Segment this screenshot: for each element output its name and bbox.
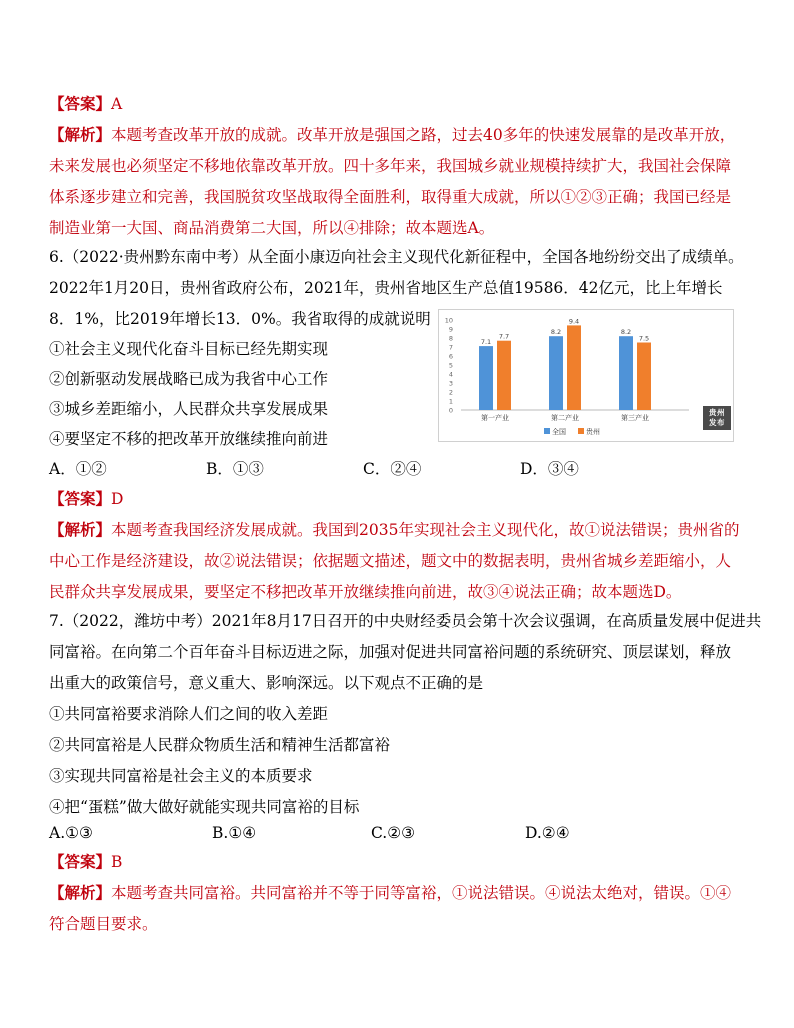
q5-analysis-line-3: 体系逐步建立和完善，我国脱贫攻坚战取得全面胜利，取得重大成就，所以①②③正确；我国已经是 bbox=[49, 188, 732, 206]
q5-analysis-line-1: 【解析】本题考查改革开放的成就。改革开放是强国之路，过去40多年的快速发展靠的是改革开放， bbox=[49, 125, 736, 144]
q6-stem-line-2: 2022年1月20日，贵州省政府公布，2021年，贵州省地区生产总值19586．42亿元，比上年增长 bbox=[49, 279, 723, 297]
answer-value: A bbox=[111, 95, 123, 113]
q7-option-c: C.②③ bbox=[371, 824, 416, 842]
bar-贵州-第一产业 bbox=[497, 341, 511, 410]
data-label: 8.2 bbox=[620, 328, 632, 337]
q7-option-d: D.②④ bbox=[525, 824, 570, 842]
bar-chart-svg bbox=[439, 310, 733, 441]
legend-swatch-全国 bbox=[544, 428, 550, 434]
category-label: 第二产业 bbox=[551, 414, 579, 422]
q6-statement-3: ③城乡差距缩小，人民群众共享发展成果 bbox=[49, 400, 329, 418]
q7-option-a: A.①③ bbox=[49, 824, 93, 842]
q7-analysis-line-1: 【解析】本题考查共同富裕。共同富裕并不等于同等富裕，①说法错误。④说法太绝对，错误。①④ bbox=[49, 883, 732, 902]
data-label: 9.4 bbox=[568, 317, 580, 326]
y-tick-label: 2 bbox=[448, 388, 453, 397]
q6-analysis-line-1: 【解析】本题考查我国经济发展成就。我国到2035年实现社会主义现代化，故①说法错误；贵州省的 bbox=[49, 520, 740, 539]
bar-全国-第三产业 bbox=[619, 336, 633, 410]
gdp-growth-chart bbox=[438, 309, 734, 442]
y-tick-label: 5 bbox=[448, 361, 453, 370]
q6-option-c: C．②④ bbox=[363, 460, 422, 478]
q7-statement-1: ①共同富裕要求消除人们之间的收入差距 bbox=[49, 705, 329, 723]
q5-analysis-line-4: 制造业第一大国、商品消费第二大国，所以④排除；故本题选A。 bbox=[49, 219, 495, 237]
q5-answer bbox=[49, 94, 122, 114]
q7-statement-3: ③实现共同富裕是社会主义的本质要求 bbox=[49, 767, 313, 785]
legend-label-全国: 全国 bbox=[552, 428, 566, 436]
y-tick-label: 1 bbox=[448, 397, 453, 406]
y-tick-label: 4 bbox=[448, 370, 453, 379]
q6-statement-2: ②创新驱动发展战略已成为我省中心工作 bbox=[49, 370, 329, 388]
q6-analysis-line-3: 民群众共享发展成果，要坚定不移把改革开放继续推向前进，故③④说法正确；故本题选D。 bbox=[49, 583, 682, 601]
y-tick-label: 8 bbox=[448, 334, 453, 343]
data-label: 7.7 bbox=[498, 332, 510, 341]
answer-tag: 【答案】 bbox=[49, 94, 112, 113]
q6-analysis-line-2: 中心工作是经济建设，故②说法错误；依据题文描述，题文中的数据表明，贵州省城乡差距缩小，人 bbox=[49, 552, 732, 570]
category-label: 第三产业 bbox=[621, 414, 649, 422]
q6-stem-line-1: 6.（2022·贵州黔东南中考）从全面小康迈向社会主义现代化新征程中，全国各地纷纷交出了成绩单。 bbox=[49, 248, 744, 266]
q6-option-a: A．①② bbox=[49, 460, 107, 478]
q5-analysis-line-2: 未来发展也必须坚定不移地依靠改革开放。四十多年来，我国城乡就业规模持续扩大，我国社会保障 bbox=[49, 157, 732, 175]
analysis-tag: 【解析】 bbox=[49, 125, 112, 144]
q7-analysis-line-2: 符合题目要求。 bbox=[49, 915, 158, 933]
y-tick-label: 9 bbox=[448, 325, 453, 334]
y-tick-label: 6 bbox=[448, 352, 453, 361]
category-label: 第一产业 bbox=[481, 414, 509, 422]
legend-swatch-贵州 bbox=[578, 428, 584, 434]
q7-option-b: B.①④ bbox=[212, 824, 257, 842]
bar-全国-第二产业 bbox=[549, 336, 563, 410]
q6-option-d: D．③④ bbox=[520, 460, 579, 478]
bar-全国-第一产业 bbox=[479, 346, 493, 410]
q7-stem-line-1: 7.（2022，潍坊中考）2021年8月17日召开的中央财经委员会第十次会议强调，在高质量发展中促进共 bbox=[49, 612, 762, 630]
bar-贵州-第三产业 bbox=[637, 343, 651, 411]
y-tick-label: 0 bbox=[448, 406, 453, 415]
q6-answer: 【答案】D bbox=[49, 489, 124, 508]
y-tick-label: 10 bbox=[444, 316, 453, 325]
guizhou-release-logo: 贵州 发布 bbox=[703, 406, 731, 430]
data-label: 7.5 bbox=[638, 334, 650, 343]
q6-option-b: B．①③ bbox=[206, 460, 264, 478]
q7-stem-line-3: 出重大的政策信号，意义重大、影响深远。以下观点不正确的是 bbox=[49, 674, 484, 692]
y-tick-label: 7 bbox=[448, 343, 453, 352]
q6-statement-1: ①社会主义现代化奋斗目标已经先期实现 bbox=[49, 340, 329, 358]
q7-statement-2: ②共同富裕是人民群众物质生活和精神生活都富裕 bbox=[49, 736, 391, 754]
y-tick-label: 3 bbox=[448, 379, 453, 388]
q6-statement-4: ④要坚定不移的把改革开放继续推向前进 bbox=[49, 430, 329, 448]
q6-stem-line-3: 8．1%，比2019年增长13．0%。我省取得的成就说明 bbox=[49, 310, 431, 328]
data-label: 7.1 bbox=[480, 338, 492, 347]
legend-label-贵州: 贵州 bbox=[586, 428, 600, 436]
q7-statement-4: ④把“蛋糕”做大做好就能实现共同富裕的目标 bbox=[49, 798, 360, 816]
bar-贵州-第二产业 bbox=[567, 325, 581, 410]
data-label: 8.2 bbox=[550, 328, 562, 337]
q7-answer: 【答案】B bbox=[49, 852, 123, 871]
q7-stem-line-2: 同富裕。在向第二个百年奋斗目标迈进之际，加强对促进共同富裕问题的系统研究、顶层谋划，释放 bbox=[49, 643, 732, 661]
